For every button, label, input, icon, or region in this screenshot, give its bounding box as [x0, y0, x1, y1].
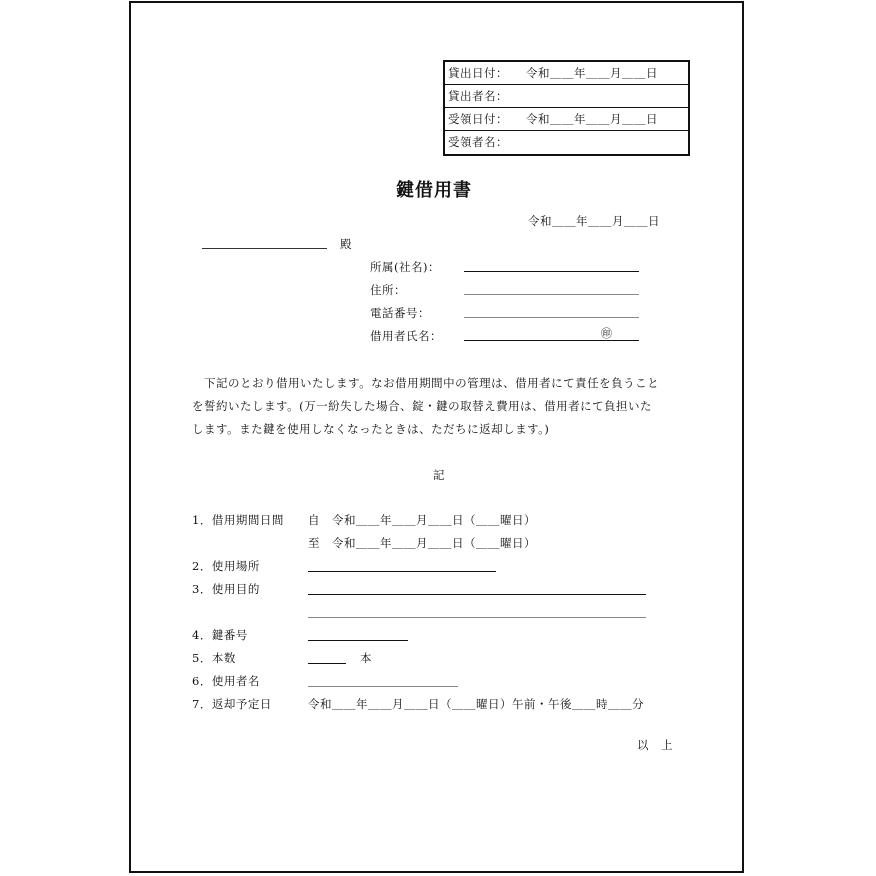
- item-purpose-line-2: [308, 617, 646, 618]
- addressee-line: [202, 248, 327, 249]
- seal-mark: ㊞: [601, 327, 613, 340]
- item-period-from: 自 令和＿＿年＿＿月＿＿日（＿＿曜日）: [308, 513, 536, 527]
- register-value: 令和＿＿年＿＿月＿＿日: [526, 66, 658, 80]
- register-label: 受領者名：: [448, 135, 508, 149]
- item-count-unit: 本: [360, 651, 372, 665]
- register-value: 令和＿＿年＿＿月＿＿日: [526, 112, 658, 126]
- item-count-label: 5．本数: [192, 651, 236, 665]
- addressee-suffix: 殿: [340, 237, 352, 251]
- closing-mark: 以 上: [637, 738, 673, 752]
- item-place-label: 2．使用場所: [192, 559, 260, 573]
- affiliation-label: 所属(社名)：: [370, 260, 440, 274]
- register-row-receiver: [445, 131, 688, 154]
- document-title: 鍵借用書: [396, 180, 472, 201]
- body-line-1: 下記のとおり借用いたします。なお借用期間中の管理は、借用者にて責任を負うこと: [192, 376, 660, 390]
- item-key-number-label: 4．鍵番号: [192, 628, 248, 642]
- item-purpose-label: 3．使用目的: [192, 582, 260, 596]
- register-label: 貸出日付：: [448, 66, 508, 80]
- item-purpose-line-1: [308, 594, 646, 595]
- body-line-3: します。また鍵を使用しなくなったときは、ただちに返却します。): [192, 422, 550, 436]
- item-key-number-line: [308, 640, 408, 641]
- phone-line: [464, 317, 639, 318]
- item-return-label: 7．返却予定日: [192, 697, 272, 711]
- register-row-lend-date: [445, 62, 688, 85]
- register-label: 貸出者名：: [448, 89, 508, 103]
- address-line: [464, 294, 639, 295]
- ki-heading: 記: [433, 468, 445, 482]
- register-row-receive-date: [445, 108, 688, 131]
- lending-register-box: [443, 60, 690, 156]
- register-row-lender: [445, 85, 688, 108]
- address-label: 住所：: [370, 283, 406, 297]
- item-return-value: 令和＿＿年＿＿月＿＿日（＿＿曜日）午前・午後＿＿時＿＿分: [308, 697, 644, 711]
- item-period-to: 至 令和＿＿年＿＿月＿＿日（＿＿曜日）: [308, 536, 536, 550]
- affiliation-line: [464, 271, 639, 272]
- item-user-label: 6．使用者名: [192, 674, 260, 688]
- borrower-name-line: [464, 340, 639, 341]
- borrower-name-label: 借用者氏名：: [370, 329, 442, 343]
- item-count-line: [308, 663, 346, 664]
- item-user-line: [308, 686, 458, 687]
- body-line-2: を誓約いたします。(万一紛失した場合、錠・鍵の取替え費用は、借用者にて負担いた: [192, 399, 653, 413]
- register-label: 受領日付：: [448, 112, 508, 126]
- item-place-line: [308, 571, 496, 572]
- phone-label: 電話番号：: [370, 306, 430, 320]
- issue-date: 令和＿＿年＿＿月＿＿日: [528, 214, 660, 228]
- item-period-label: 1．借用期間日間: [192, 513, 284, 527]
